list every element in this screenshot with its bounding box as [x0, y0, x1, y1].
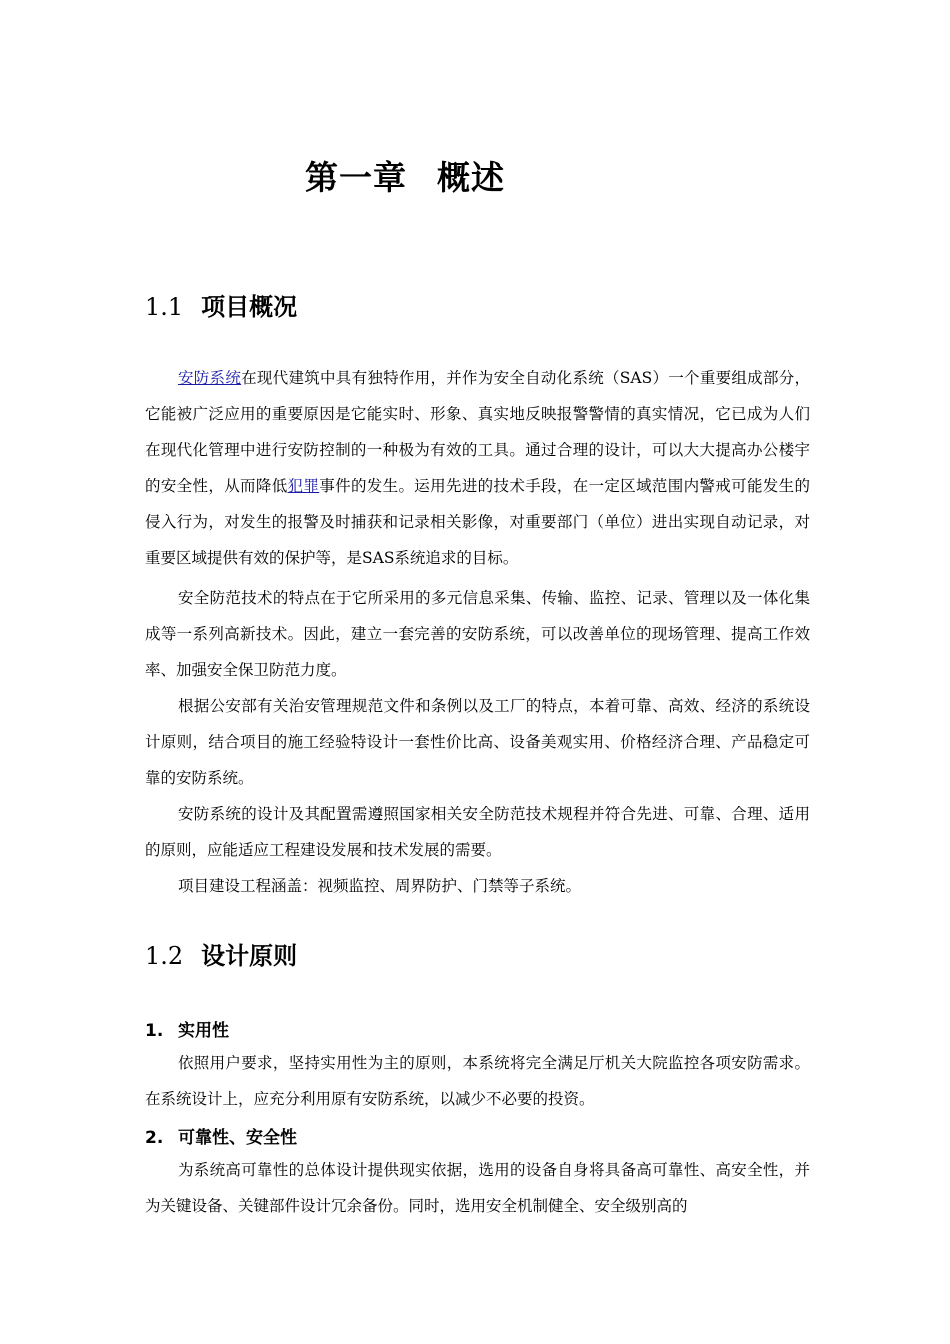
paragraph-scope: 项目建设工程涵盖：视频监控、周界防护、门禁等子系统。 — [178, 877, 582, 895]
paragraph-intro-text-2: 事件的发生。运用先进的技术手段，在一定区域范围内警戒可能发生的侵入行为，对发生的报警及时捕获和记录相关影像，对重要部门（单位）进出实现自动记录，对重要区域提供有效的保护等，是SAS系统追求的目标。 — [145, 477, 810, 567]
paragraph-intro-text-1: 在现代建筑中具有独特作用，并作为安全自动化系统（SAS）一个重要组成部分，它能被广泛应用的重要原因是它能实时、形象、真实地反映报警警情的真实情况，它已成为人们在现代化管理中进行安防控制的一种极为有效的工具。通过合理的设计，可以大大提高办公楼宇的安全性，从而降低 — [145, 369, 810, 495]
link-security-system[interactable]: 安防系统 — [178, 369, 242, 387]
chapter-name: 概述 — [437, 158, 505, 197]
sub-heading-number: 1. — [145, 1021, 164, 1041]
paragraph-reliability: 为系统高可靠性的总体设计提供现实依据，选用的设备自身将具备高可靠性、高安全性，并为关键设备、关键部件设计冗余备份。同时，选用安全机制健全、安全级别高的 — [145, 1161, 810, 1215]
sub-heading-practicality — [145, 1016, 229, 1041]
link-crime[interactable]: 犯罪 — [287, 477, 320, 495]
sub-heading-title: 可靠性、安全性 — [178, 1128, 297, 1148]
sub-heading-reliability — [145, 1123, 297, 1148]
section-heading-1-1 — [145, 287, 297, 322]
paragraph-configuration: 安防系统的设计及其配置需遵照国家相关安全防范技术规程并符合先进、可靠、合理、适用的原则，应能适应工程建设发展和技术发展的需要。 — [145, 805, 810, 859]
paragraph-practicality: 依照用户要求，坚持实用性为主的原则，本系统将完全满足厅机关大院监控各项安防需求。在系统设计上，应充分利用原有安防系统，以减少不必要的投资。 — [145, 1054, 810, 1108]
chapter-prefix: 第一章 — [305, 158, 407, 197]
section-title: 项目概况 — [201, 293, 298, 321]
section-title: 设计原则 — [201, 942, 298, 970]
section-number: 1.1 — [145, 293, 184, 321]
sub-heading-number: 2. — [145, 1128, 164, 1148]
section-heading-1-2 — [145, 936, 297, 971]
chapter-title — [0, 152, 810, 199]
paragraph-principles: 根据公安部有关治安管理规范文件和条例以及工厂的特点，本着可靠、高效、经济的系统设计原则，结合项目的施工经验特设计一套性价比高、设备美观实用、价格经济合理、产品稳定可靠的安防系统。 — [145, 697, 810, 787]
paragraph-technology: 安全防范技术的特点在于它所采用的多元信息采集、传输、监控、记录、管理以及一体化集成等一系列高新技术。因此，建立一套完善的安防系统，可以改善单位的现场管理、提高工作效率、加强安全保卫防范力度。 — [145, 589, 810, 679]
paragraph-intro — [145, 360, 810, 576]
sub-heading-title: 实用性 — [178, 1021, 229, 1041]
section-number: 1.2 — [145, 942, 184, 970]
